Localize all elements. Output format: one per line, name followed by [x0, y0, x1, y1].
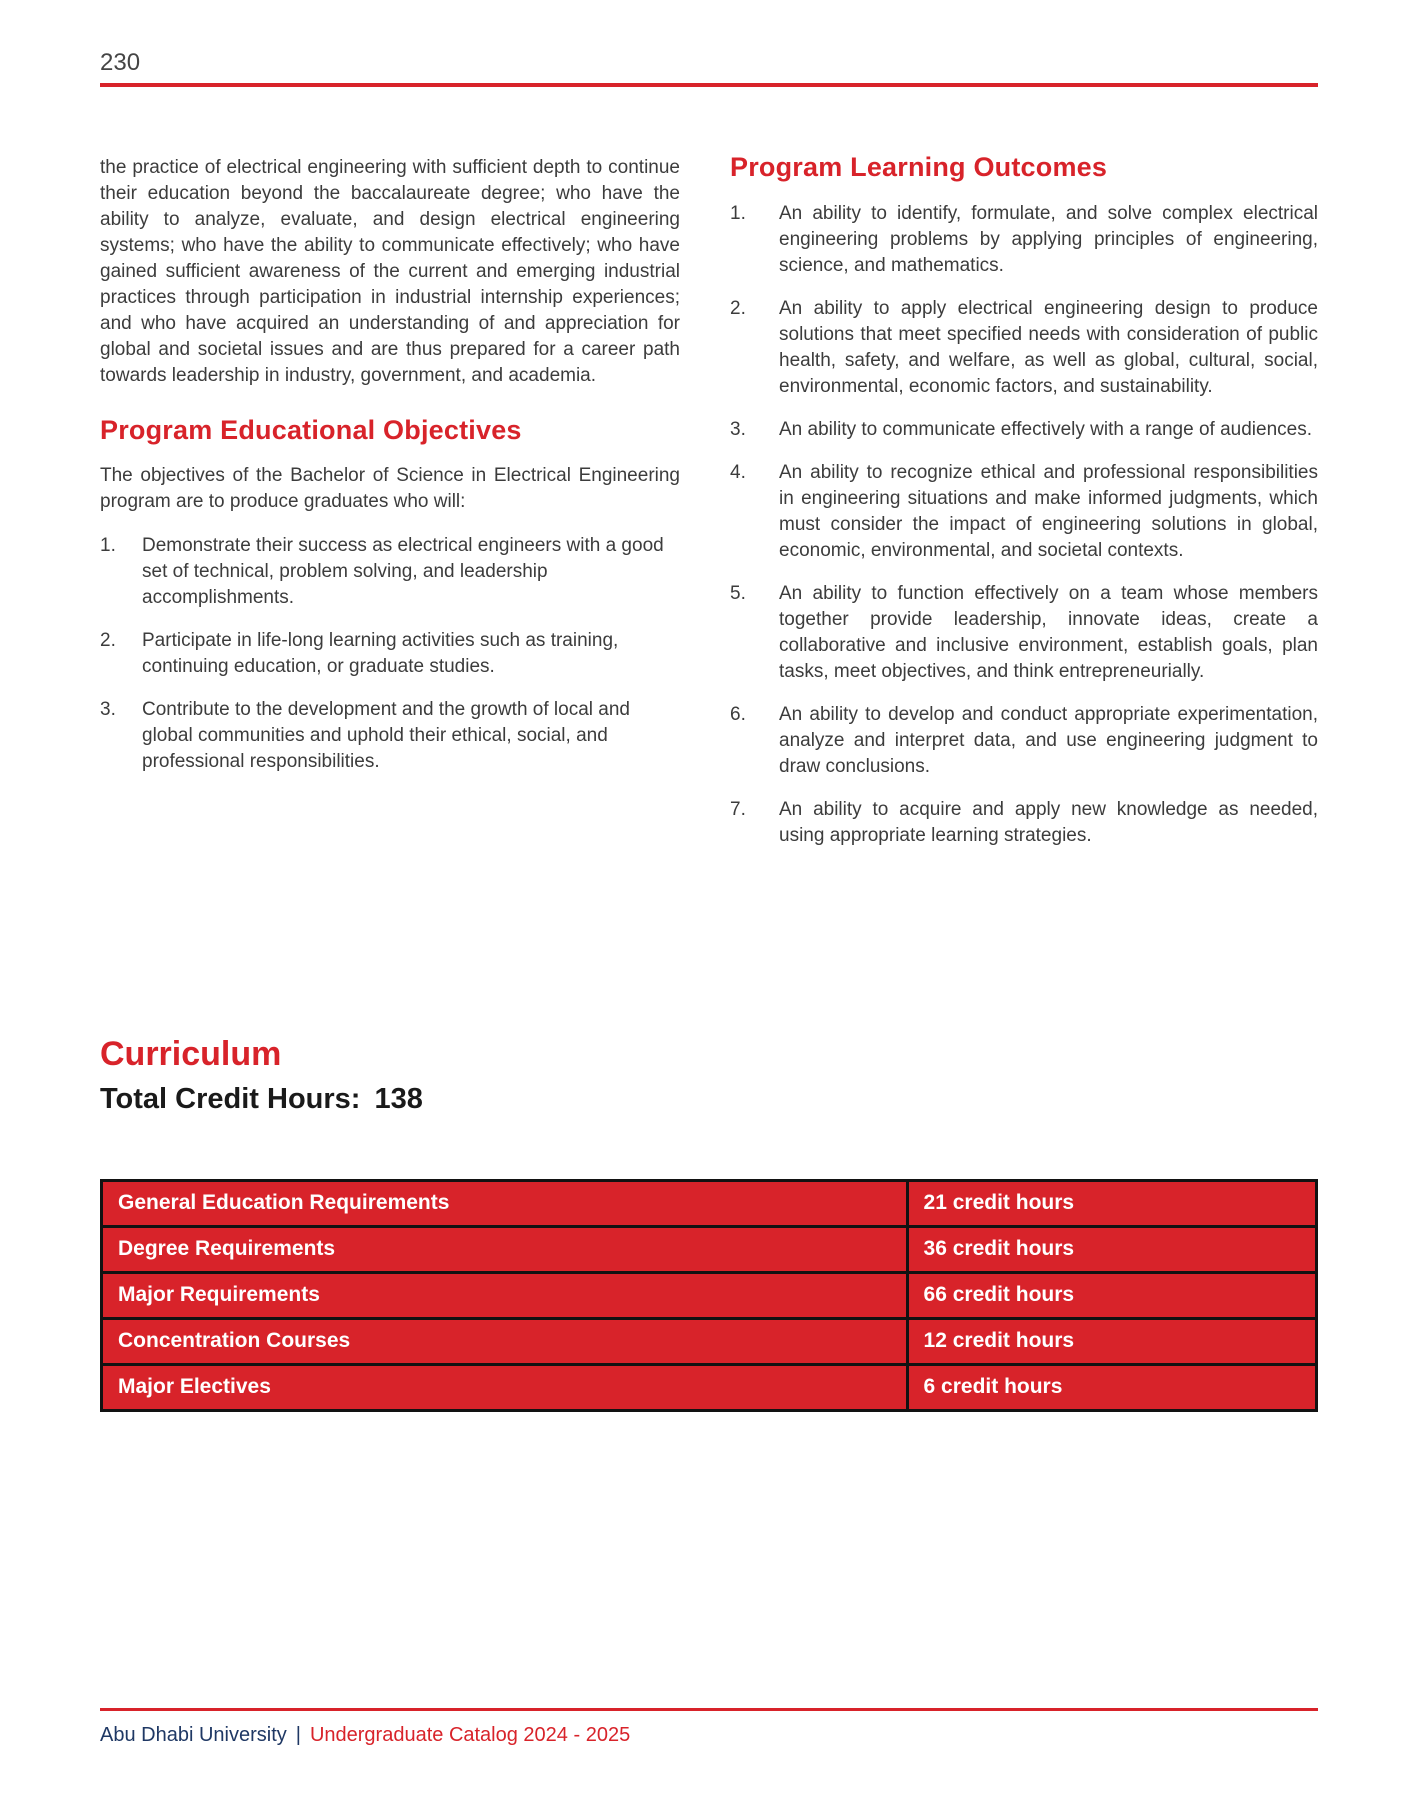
- objective-item: [100, 697, 680, 775]
- table-row: [102, 1180, 1317, 1226]
- footer-separator: |: [295, 1724, 301, 1746]
- requirement-value: 12 credit hours: [907, 1318, 1316, 1364]
- outcome-item-text: An ability to recognize ethical and professional responsibilities in engineering situations and make informed judgments, which must consider the impact of engineering solutions in global, economic, environmental, and societal contexts.: [779, 462, 1318, 562]
- objective-item: [100, 628, 680, 680]
- outcome-item-text: An ability to apply electrical engineering design to produce solutions that meet specified needs with consideration of public health, safety, and welfare, as well as global, cultural, social, environmental, economic factors, and sustainability.: [779, 298, 1318, 398]
- requirement-label: Major Electives: [102, 1364, 908, 1410]
- outcome-item: [730, 296, 1318, 400]
- table-row: [102, 1272, 1317, 1318]
- total-credit-hours-value: 138: [374, 1083, 423, 1116]
- outcome-item-number: 7.: [730, 799, 746, 821]
- outcome-item-number: 1.: [730, 203, 746, 225]
- requirement-value: 36 credit hours: [907, 1226, 1316, 1272]
- outcome-item: [730, 201, 1318, 279]
- credit-hours-table: [100, 1179, 1318, 1412]
- page-footer: [100, 1708, 1318, 1748]
- outcome-item-number: 3.: [730, 419, 746, 441]
- requirement-value: 66 credit hours: [907, 1272, 1316, 1318]
- outcome-item: [730, 702, 1318, 780]
- program-description-paragraph: the practice of electrical engineering with sufficient depth to continue their education beyond the baccalaureate degree; who have the ability to analyze, evaluate, and design electrical engineering systems; who have the ability to communicate effectively; who have gained sufficient awareness of the current and emerging industrial practices through participation in industrial internship experiences; and who have acquired an understanding of and appreciation for global and societal issues and are thus prepared for a career path towards leadership in industry, government, and academia.: [100, 157, 680, 387]
- outcomes-list: [730, 201, 1318, 849]
- table-row: [102, 1226, 1317, 1272]
- objective-item-number: 1.: [100, 535, 116, 557]
- requirement-label: Major Requirements: [102, 1272, 908, 1318]
- curriculum-section: [100, 1036, 1318, 1412]
- right-column: [730, 152, 1318, 866]
- total-credit-hours: [100, 1083, 1318, 1116]
- footer-catalog-title: Undergraduate Catalog 2024 - 2025: [309, 1724, 631, 1746]
- curriculum-heading: Curriculum: [100, 1035, 282, 1073]
- requirement-label: Degree Requirements: [102, 1226, 908, 1272]
- outcome-item: [730, 581, 1318, 685]
- outcome-item-number: 6.: [730, 704, 746, 726]
- header-rule: [100, 83, 1318, 87]
- total-credit-hours-label: Total Credit Hours:: [100, 1083, 361, 1116]
- outcome-item-text: An ability to identify, formulate, and solve complex electrical engineering problems by applying principles of engineering, science, and mathematics.: [779, 203, 1318, 277]
- outcome-item-text: An ability to function effectively on a team whose members together provide leadership, innovate ideas, create a collaborative and inclusive environment, establish goals, plan tasks, meet objectives, and think entrepreneurially.: [779, 583, 1318, 683]
- table-row: [102, 1318, 1317, 1364]
- requirement-value: 21 credit hours: [907, 1180, 1316, 1226]
- outcome-item-number: 4.: [730, 462, 746, 484]
- table-row: [102, 1364, 1317, 1410]
- objective-item-text: Contribute to the development and the growth of local and global communities and uphold their ethical, social, and professional responsibilities.: [142, 699, 630, 773]
- outcome-item: [730, 797, 1318, 849]
- objectives-intro-paragraph: The objectives of the Bachelor of Science in Electrical Engineering program are to produce graduates who will:: [100, 465, 680, 513]
- requirement-label: Concentration Courses: [102, 1318, 908, 1364]
- objective-item-number: 2.: [100, 630, 116, 652]
- objective-item-text: Participate in life-long learning activities such as training, continuing education, or graduate studies.: [142, 630, 619, 678]
- requirement-value: 6 credit hours: [907, 1364, 1316, 1410]
- footer-text: [100, 1722, 1318, 1748]
- left-column: [100, 155, 680, 792]
- two-column-content: [100, 152, 1318, 866]
- outcome-item-text: An ability to acquire and apply new knowledge as needed, using appropriate learning strategies.: [779, 799, 1318, 847]
- program-learning-outcomes-heading: Program Learning Outcomes: [730, 152, 1108, 183]
- outcome-item: [730, 417, 1318, 443]
- objective-item: [100, 533, 680, 611]
- outcome-item-number: 5.: [730, 583, 746, 605]
- footer-rule: [100, 1708, 1318, 1711]
- outcome-item-number: 2.: [730, 298, 746, 320]
- outcome-item: [730, 460, 1318, 564]
- objectives-list: [100, 533, 680, 775]
- footer-university-name: Abu Dhabi University: [100, 1724, 287, 1746]
- page-header: [100, 0, 1318, 87]
- outcome-item-text: An ability to communicate effectively with a range of audiences.: [779, 419, 1312, 441]
- page-number: 230: [100, 49, 141, 76]
- objective-item-text: Demonstrate their success as electrical engineers with a good set of technical, problem solving, and leadership accomplishments.: [142, 535, 664, 609]
- program-educational-objectives-heading: Program Educational Objectives: [100, 415, 522, 446]
- objective-item-number: 3.: [100, 699, 116, 721]
- outcome-item-text: An ability to develop and conduct appropriate experimentation, analyze and interpret data, and use engineering judgment to draw conclusions.: [779, 704, 1318, 778]
- requirement-label: General Education Requirements: [102, 1180, 908, 1226]
